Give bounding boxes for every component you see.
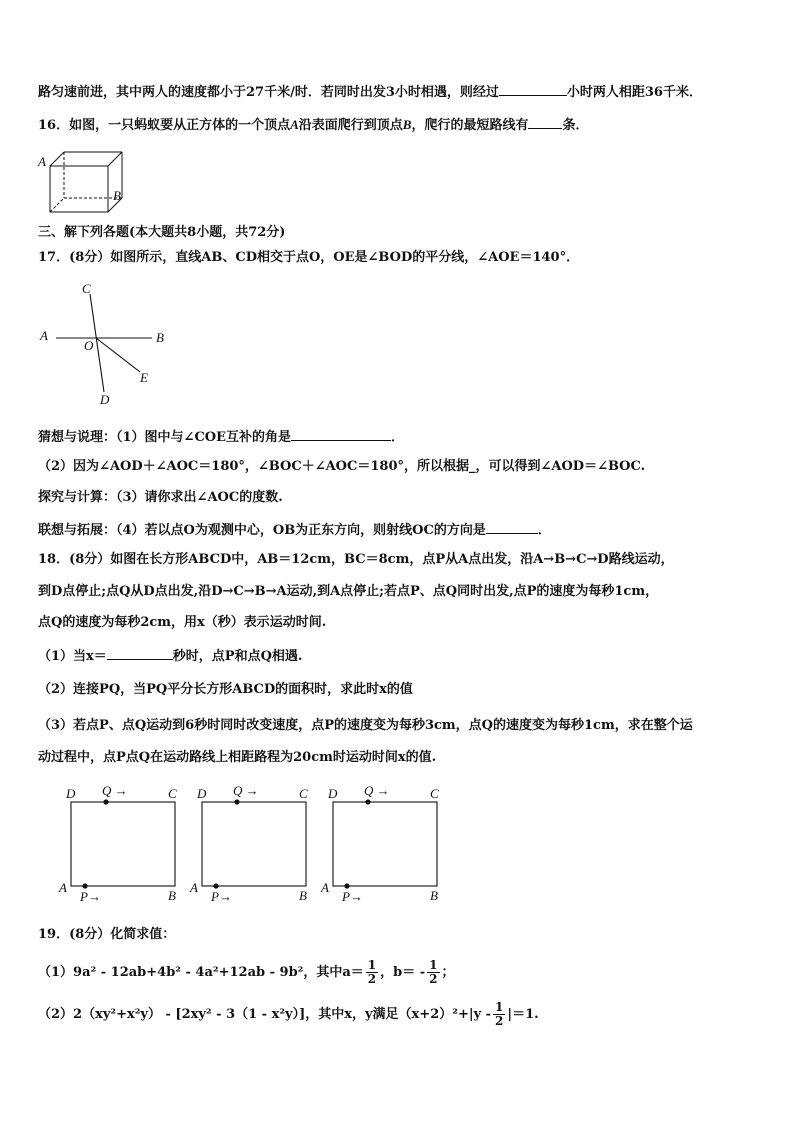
answer-blank bbox=[107, 645, 173, 660]
q16-point-b: B bbox=[402, 117, 412, 132]
q17-p1-end: ． bbox=[391, 430, 405, 445]
q17-part-4 bbox=[38, 519, 551, 541]
fig18-2-label-p: P→ bbox=[211, 889, 232, 904]
q18-line-1: 18．(8分）如图在长方形ABCD中，AB＝12cm，BC＝8cm，点P从A点出发，沿A→B→C→D路线运动， bbox=[38, 552, 674, 567]
answer-blank bbox=[486, 519, 538, 534]
fraction-numerator: 1 bbox=[429, 958, 438, 972]
cube-figure bbox=[36, 144, 136, 220]
q19-p1-end: ； bbox=[441, 965, 455, 980]
fig17-label-a: A bbox=[40, 328, 48, 343]
q16-text-end: 条． bbox=[562, 118, 589, 133]
fraction-half bbox=[366, 959, 378, 986]
q16-text: 16．如图，一只蚂蚁要从正方体的一个顶点 bbox=[38, 118, 291, 133]
fraction-numerator: 1 bbox=[495, 1000, 504, 1014]
q19-p1-text: （1）9a² - 12ab+4b² - 4a²+12ab - 9b²，其中a＝ bbox=[38, 965, 364, 980]
q19-stem: 19．(8分）化简求值： bbox=[38, 927, 176, 942]
q17-part-1 bbox=[38, 426, 404, 448]
fig18-1-label-b: B bbox=[168, 888, 176, 903]
fig18-3-label-a: A bbox=[321, 880, 329, 895]
q18-line-2: 到D点停止;点Q从D点出发,沿D→C→B→A运动,到A点停止;若点P、点Q同时出发,点P的速度为每秒1cm， bbox=[38, 584, 659, 599]
fig18-2-label-q: Q → bbox=[233, 783, 259, 798]
fig18-1-label-d: D bbox=[66, 786, 76, 801]
answer-blank bbox=[291, 426, 391, 441]
q16-text-mid: 沿表面爬行到顶点 bbox=[298, 118, 403, 133]
q19-p2-text: （2）2（xy²+x²y） - [2xy² - 3（1 - x²y）]，其中x，y满足（x+2）²+|y - bbox=[38, 1007, 492, 1022]
answer-blank bbox=[528, 114, 562, 129]
fraction-denominator: 2 bbox=[429, 972, 438, 986]
section-3-heading: 三、解下列各题(本大题共8小题，共72分) bbox=[38, 225, 286, 240]
q19-part-2 bbox=[38, 1000, 539, 1030]
fig18-3-label-b: B bbox=[430, 888, 438, 903]
fig18-1-label-q: Q → bbox=[102, 783, 128, 798]
q18-part-1 bbox=[38, 645, 302, 667]
q17-part-2: （2）因为∠AOD＋∠AOC＝180°，∠BOC＋∠AOC＝180°，所以根据_，可以得到∠AOD＝∠BOC. bbox=[38, 459, 646, 474]
fig18-1-label-c: C bbox=[168, 786, 177, 801]
fig18-2-label-d: D bbox=[197, 786, 207, 801]
fig17-label-c: C bbox=[82, 281, 91, 296]
fig18-2-label-a: A bbox=[190, 880, 198, 895]
q17-p4-text: 联想与拓展：（4）若以点O为观测中心，OB为正东方向，则射线OC的方向是 bbox=[38, 523, 486, 538]
fig17-label-o: O bbox=[84, 338, 94, 353]
fig17-label-b: B bbox=[156, 330, 164, 345]
fraction-half bbox=[427, 959, 439, 986]
q17-part-3: 探究与计算：（3）请你求出∠AOC的度数. bbox=[38, 490, 283, 505]
fraction-denominator: 2 bbox=[367, 972, 377, 986]
q18-p1-text: （1）当x＝ bbox=[38, 649, 107, 664]
q18-part-3-line-2: 动过程中，点P点Q在运动路线上相距路程为20cm时运动时间x的值. bbox=[38, 750, 437, 765]
fig18-2-label-b: B bbox=[299, 888, 307, 903]
answer-blank bbox=[499, 81, 567, 96]
q17-figure bbox=[36, 280, 176, 408]
q18-part-3-line-1: （3）若点P、点Q运动到6秒时同时改变速度，点P的速度变为每秒3cm，点Q的速度变为每秒1cm，求在整个运 bbox=[38, 718, 693, 733]
fraction-denominator: 2 bbox=[495, 1014, 504, 1028]
q16-point-a: A bbox=[290, 117, 299, 132]
cube-label-b: B bbox=[113, 188, 121, 203]
q15-tail-end: 小时两人相距36千米． bbox=[566, 85, 702, 100]
fraction-half bbox=[493, 1001, 505, 1028]
q17-p1-text: 猜想与说理：（1）图中与∠COE互补的角是 bbox=[38, 430, 292, 445]
question-17-stem: 17．(8分）如图所示，直线AB、CD相交于点O，OE是∠BOD的平分线，∠AOE＝140°． bbox=[38, 250, 580, 265]
rect-figure-1 bbox=[58, 783, 177, 904]
q18-line-3: 点Q的速度为每秒2cm，用x（秒）表示运动时间. bbox=[38, 615, 327, 630]
q15-tail-text: 路匀速前进，其中两人的速度都小于27千米/时．若同时出发3小时相遇，则经过 bbox=[38, 85, 499, 100]
cube-label-a: A bbox=[38, 154, 46, 169]
fig17-label-e: E bbox=[140, 370, 148, 385]
q17-p4-end: ． bbox=[537, 523, 551, 538]
q18-p1-end: 秒时，点P和点Q相遇. bbox=[172, 649, 303, 664]
q19-p1-mid: ，b＝ - bbox=[380, 965, 426, 980]
fig18-2-label-c: C bbox=[299, 786, 308, 801]
fig18-1-label-a: A bbox=[59, 880, 67, 895]
rect-figure-3 bbox=[320, 783, 439, 904]
q16-text-post: ，爬行的最短路线有 bbox=[411, 118, 529, 133]
fig17-label-d: D bbox=[100, 392, 110, 407]
q15-tail-line bbox=[38, 81, 702, 103]
q18-part-2: （2）连接PQ，当PQ平分长方形ABCD的面积时，求此时x的值 bbox=[38, 682, 413, 697]
rect-figure-2 bbox=[189, 783, 308, 904]
fig18-1-label-p: P→ bbox=[80, 889, 101, 904]
fig18-3-label-c: C bbox=[430, 786, 439, 801]
q19-p2-end: |＝1. bbox=[507, 1007, 539, 1022]
fig18-3-label-p: P→ bbox=[342, 889, 363, 904]
question-16 bbox=[38, 114, 588, 136]
fraction-numerator: 1 bbox=[367, 958, 377, 972]
fig18-3-label-q: Q → bbox=[364, 783, 390, 798]
q19-part-1 bbox=[38, 958, 455, 988]
q18-figures bbox=[58, 782, 458, 906]
fig18-3-label-d: D bbox=[328, 786, 338, 801]
